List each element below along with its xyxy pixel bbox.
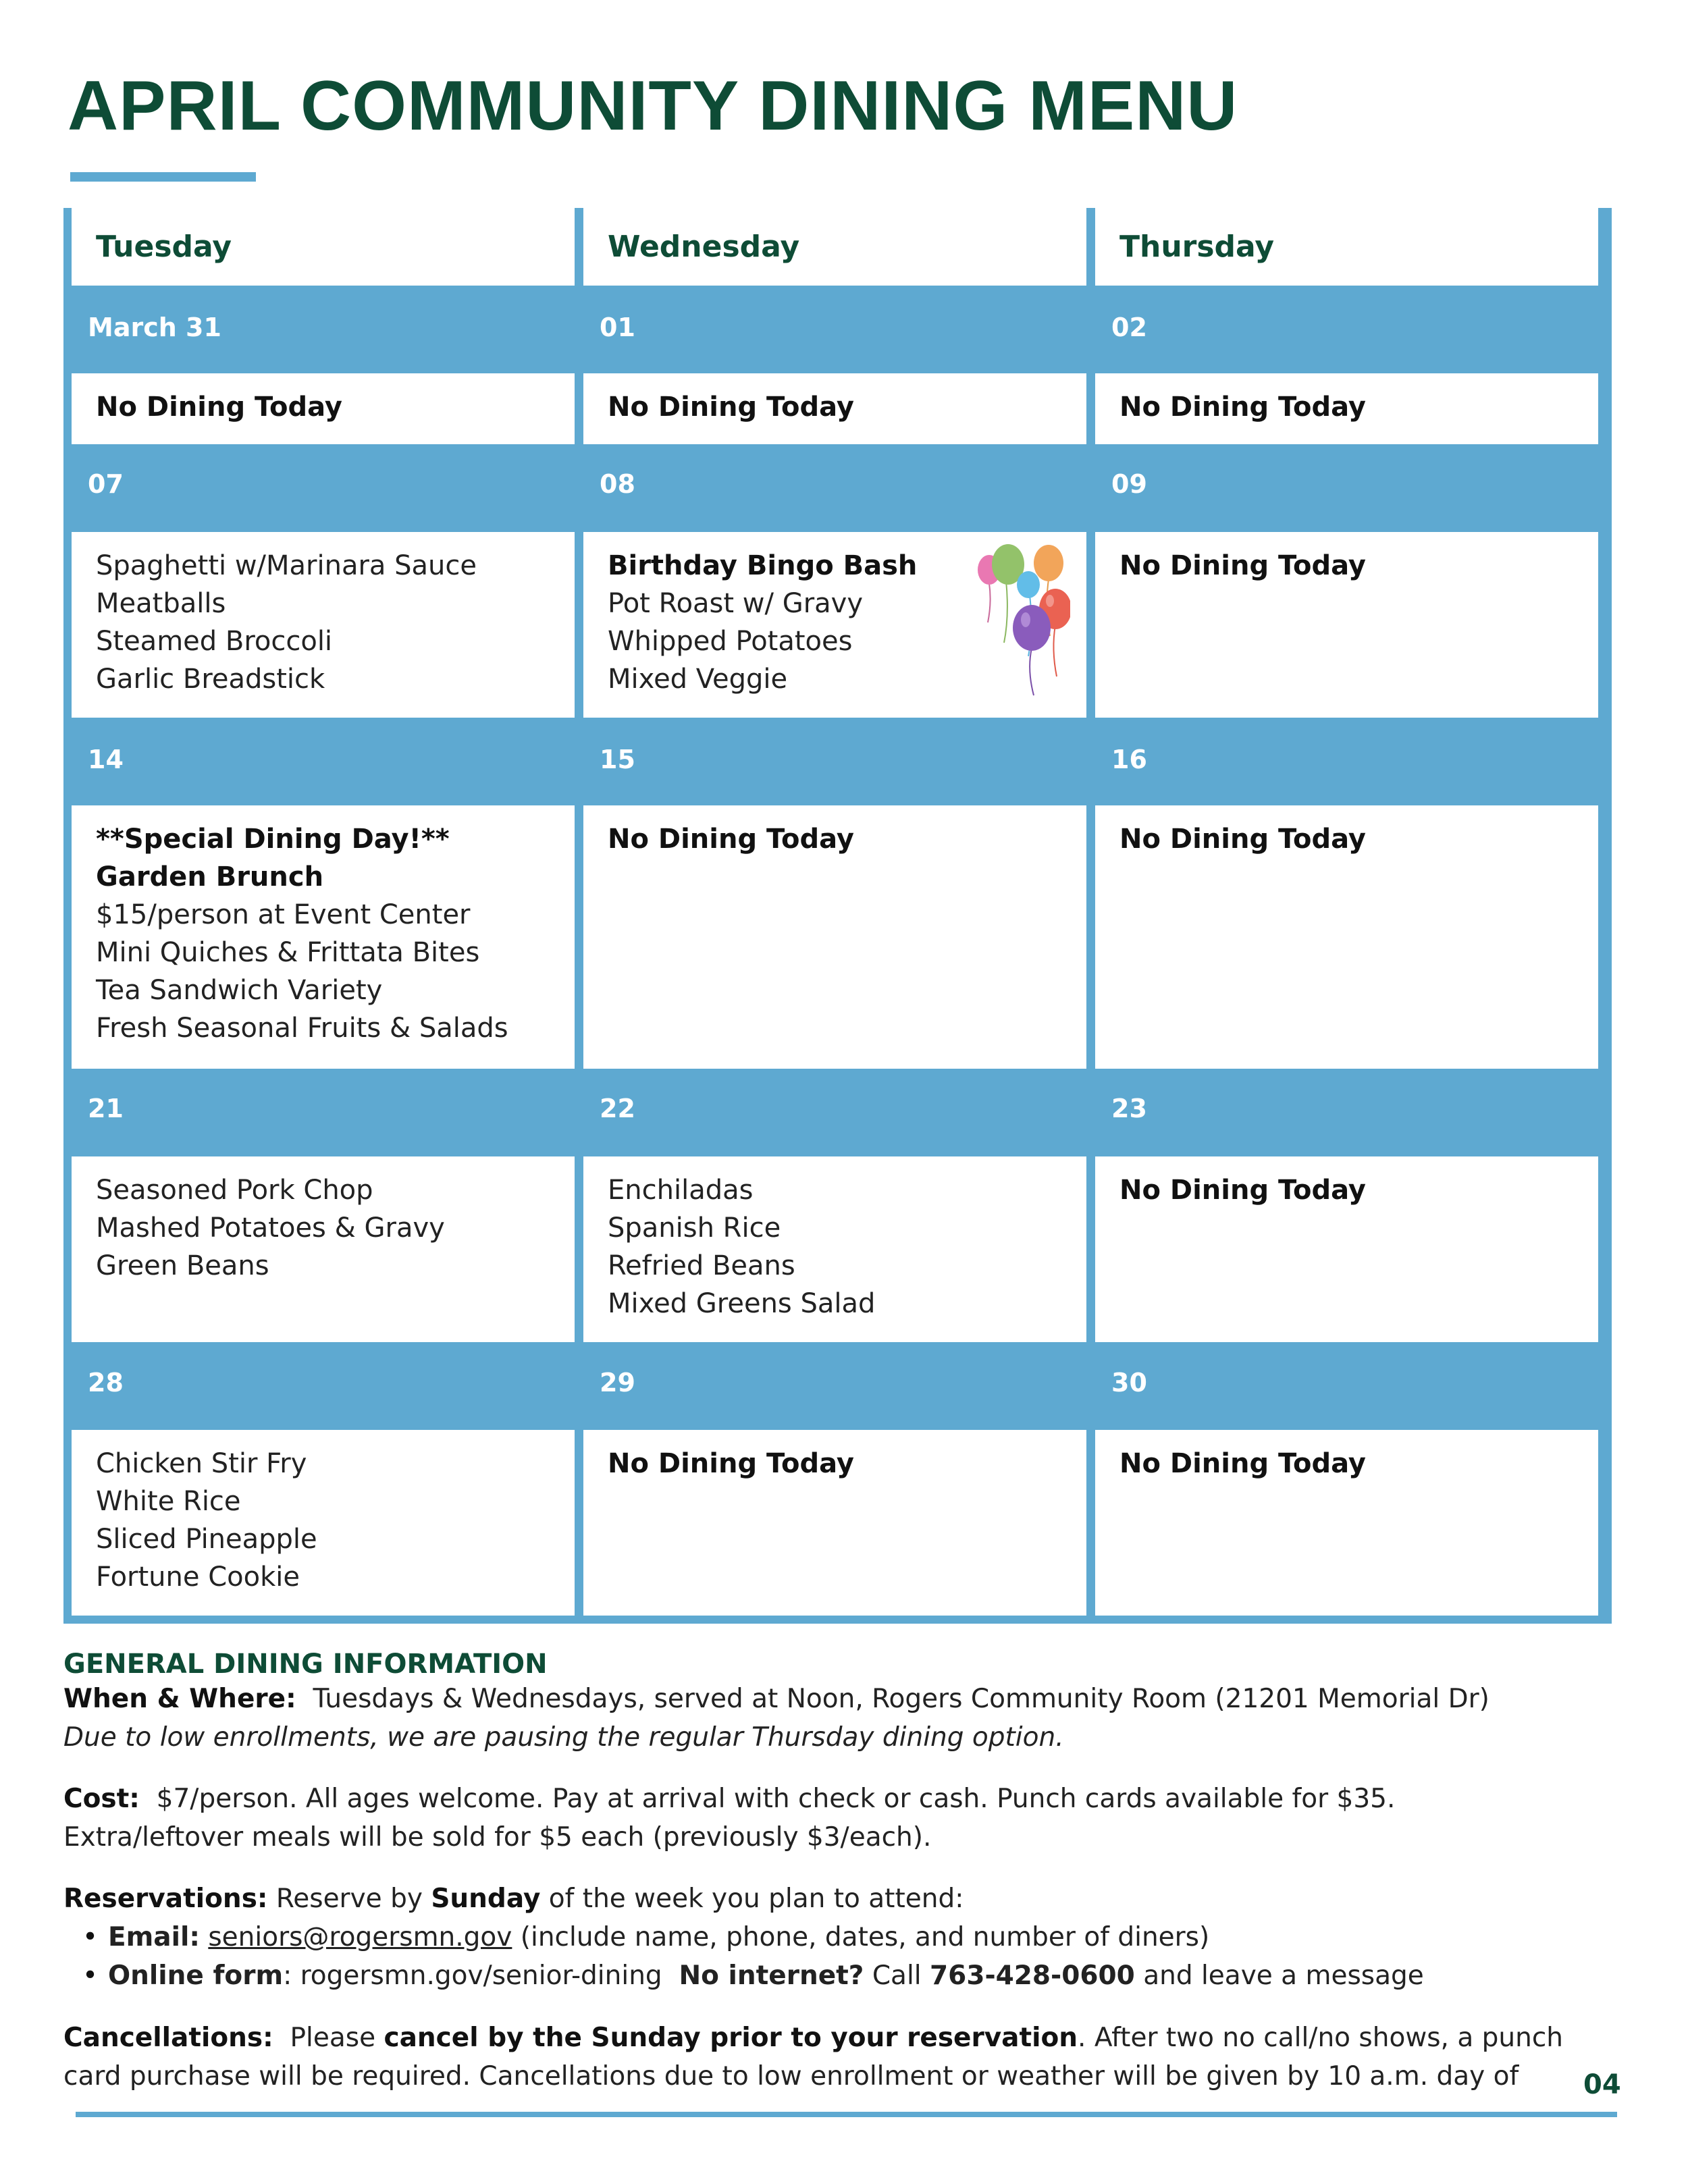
menu-item: Whipped Potatoes (608, 626, 853, 657)
menu-item: Mashed Potatoes & Gravy (96, 1213, 445, 1244)
menu-item: Spaghetti w/Marinara Sauce (96, 550, 477, 581)
menu-lines (1119, 1445, 1366, 1483)
phone-number: 763-428-0600 (930, 1961, 1135, 1991)
menu-item: Pot Roast w/ Gravy (608, 588, 863, 619)
menu-cell (583, 1430, 1086, 1616)
when-text: Tuesdays & Wednesdays, served at Noon, Rogers Community Room (21201 Memorial Dr) (313, 1684, 1489, 1714)
menu-lines (1119, 1171, 1366, 1209)
date-label: March 31 (88, 313, 221, 342)
menu-heading: **Special Dining Day!** (96, 824, 450, 855)
call-text: Call (872, 1961, 922, 1991)
info-heading: GENERAL DINING INFORMATION (63, 1649, 548, 1680)
menu-item: Seasoned Pork Chop (96, 1175, 373, 1206)
menu-cell (583, 1156, 1086, 1342)
menu-item: Mixed Greens Salad (608, 1288, 876, 1319)
menu-heading: Birthday Bingo Bash (608, 550, 918, 581)
cancellations-text-3: card purchase will be required. Cancellations due to low enrollment or weather will be given by 10 a.m. day of (63, 2061, 1519, 2092)
day-header-label: Thursday (1119, 230, 1275, 264)
date-label: 30 (1111, 1368, 1147, 1397)
menu-heading: No Dining Today (608, 1448, 854, 1479)
pause-note-text: Due to low enrollments, we are pausing the regular Thursday dining option. (63, 1722, 1064, 1753)
menu-lines (608, 1171, 875, 1323)
menu-item: Spanish Rice (608, 1213, 781, 1244)
online-label: Online form (108, 1961, 284, 1991)
menu-heading: No Dining Today (1119, 824, 1366, 855)
cost-line-2 (63, 1818, 931, 1857)
cancellations-bold: cancel by the Sunday prior to your reservation (384, 2023, 1078, 2053)
menu-cell (72, 1156, 575, 1342)
balloons-icon (969, 541, 1070, 697)
date-label: 23 (1111, 1094, 1147, 1123)
date-label: 14 (88, 745, 124, 774)
reservations-text: Reserve by (275, 1884, 423, 1914)
menu-cell (1095, 805, 1598, 1069)
cost-line (63, 1780, 1395, 1818)
menu-cell (1095, 373, 1598, 444)
cost-text: $7/person. All ages welcome. Pay at arrival with check or cash. Punch cards available for $35. (156, 1784, 1396, 1814)
menu-cell (72, 1430, 575, 1616)
menu-item: Chicken Stir Fry (96, 1448, 307, 1479)
bullet-icon: • (82, 1922, 99, 1952)
day-header-label: Tuesday (96, 230, 232, 264)
date-label: 08 (600, 469, 635, 499)
menu-lines (608, 1445, 854, 1483)
when-where-line (63, 1680, 1489, 1718)
menu-item: Green Beans (96, 1250, 269, 1281)
menu-item: Garlic Breadstick (96, 664, 325, 695)
menu-cell (72, 805, 575, 1069)
when-label: When & Where: (63, 1684, 296, 1714)
cancellations-text-2: . After two no call/no shows, a punch (1078, 2023, 1563, 2053)
call-suffix: and leave a message (1143, 1961, 1424, 1991)
date-label: 22 (600, 1094, 635, 1123)
menu-heading: No Dining Today (96, 392, 342, 423)
menu-heading: No Dining Today (1119, 1175, 1366, 1206)
cost-text-2: Extra/leftover meals will be sold for $5 each (previously $3/each). (63, 1822, 932, 1853)
menu-item: Enchiladas (608, 1175, 754, 1206)
day-header-thursday (1095, 208, 1598, 286)
online-bullet (108, 1956, 1424, 1995)
email-link[interactable]: seniors@rogersmn.gov (208, 1922, 512, 1952)
cancellations-label: Cancellations: (63, 2023, 273, 2053)
date-label: 16 (1111, 745, 1147, 774)
cancellations-line-2 (63, 2057, 1519, 2096)
menu-cell (72, 532, 575, 718)
menu-heading: No Dining Today (1119, 550, 1366, 581)
menu-cell (583, 373, 1086, 444)
menu-cell (1095, 1156, 1598, 1342)
email-label: Email: (108, 1922, 200, 1952)
menu-lines (1119, 388, 1366, 426)
menu-lines (96, 547, 477, 698)
menu-cell (583, 805, 1086, 1069)
bottom-rule (76, 2112, 1617, 2117)
cancellations-line (63, 2019, 1563, 2057)
menu-item: Tea Sandwich Variety (96, 975, 383, 1006)
menu-item: Refried Beans (608, 1250, 795, 1281)
bullet-icon: • (82, 1961, 99, 1991)
menu-lines (608, 547, 917, 698)
pause-note (63, 1718, 1064, 1757)
day-header-tuesday (72, 208, 575, 286)
menu-heading: No Dining Today (608, 824, 854, 855)
cancellations-text: Please (290, 2023, 376, 2053)
menu-lines (96, 820, 508, 1047)
date-label: 29 (600, 1368, 635, 1397)
date-label: 21 (88, 1094, 124, 1123)
menu-lines (1119, 547, 1366, 585)
menu-item: Meatballs (96, 588, 226, 619)
date-label: 28 (88, 1368, 124, 1397)
menu-item: Fresh Seasonal Fruits & Salads (96, 1013, 508, 1044)
date-label: 09 (1111, 469, 1147, 499)
title-underline (70, 172, 256, 182)
menu-item: $15/person at Event Center (96, 899, 471, 930)
menu-lines (96, 1171, 445, 1285)
menu-cell (1095, 1430, 1598, 1616)
menu-cell (583, 532, 1086, 718)
menu-item: Sliced Pineapple (96, 1524, 317, 1555)
page-title: APRIL COMMUNITY DINING MENU (68, 67, 1238, 145)
menu-item: Mini Quiches & Frittata Bites (96, 937, 480, 968)
menu-lines (608, 820, 854, 858)
menu-item: Steamed Broccoli (96, 626, 333, 657)
reservations-line (63, 1880, 964, 1918)
email-bullet (108, 1918, 1209, 1956)
date-label: 01 (600, 313, 635, 342)
menu-heading: No Dining Today (608, 392, 854, 423)
no-internet-label: No internet? (679, 1961, 864, 1991)
menu-calendar (63, 208, 1612, 1624)
cost-label: Cost: (63, 1784, 140, 1814)
date-label: 07 (88, 469, 124, 499)
menu-lines (608, 388, 854, 426)
day-header-wednesday (583, 208, 1086, 286)
date-label: 15 (600, 745, 635, 774)
menu-item: White Rice (96, 1486, 241, 1517)
menu-cell (72, 373, 575, 444)
reservations-label: Reservations: (63, 1884, 268, 1914)
menu-item: Mixed Veggie (608, 664, 788, 695)
menu-lines (96, 1445, 317, 1596)
online-form-link[interactable]: : rogersmn.gov/senior-dining (283, 1961, 662, 1991)
menu-item: Fortune Cookie (96, 1562, 300, 1593)
reservations-day: Sunday (431, 1884, 541, 1914)
date-label: 02 (1111, 313, 1147, 342)
menu-cell (1095, 532, 1598, 718)
menu-lines (96, 388, 342, 426)
page-number: 04 (1583, 2069, 1621, 2100)
reservations-text-2: of the week you plan to attend: (548, 1884, 964, 1914)
menu-lines (1119, 820, 1366, 858)
menu-heading: No Dining Today (1119, 392, 1366, 423)
menu-heading: No Dining Today (1119, 1448, 1366, 1479)
menu-heading: Garden Brunch (96, 861, 324, 893)
day-header-label: Wednesday (608, 230, 800, 264)
email-note: (include name, phone, dates, and number of diners) (520, 1922, 1210, 1952)
